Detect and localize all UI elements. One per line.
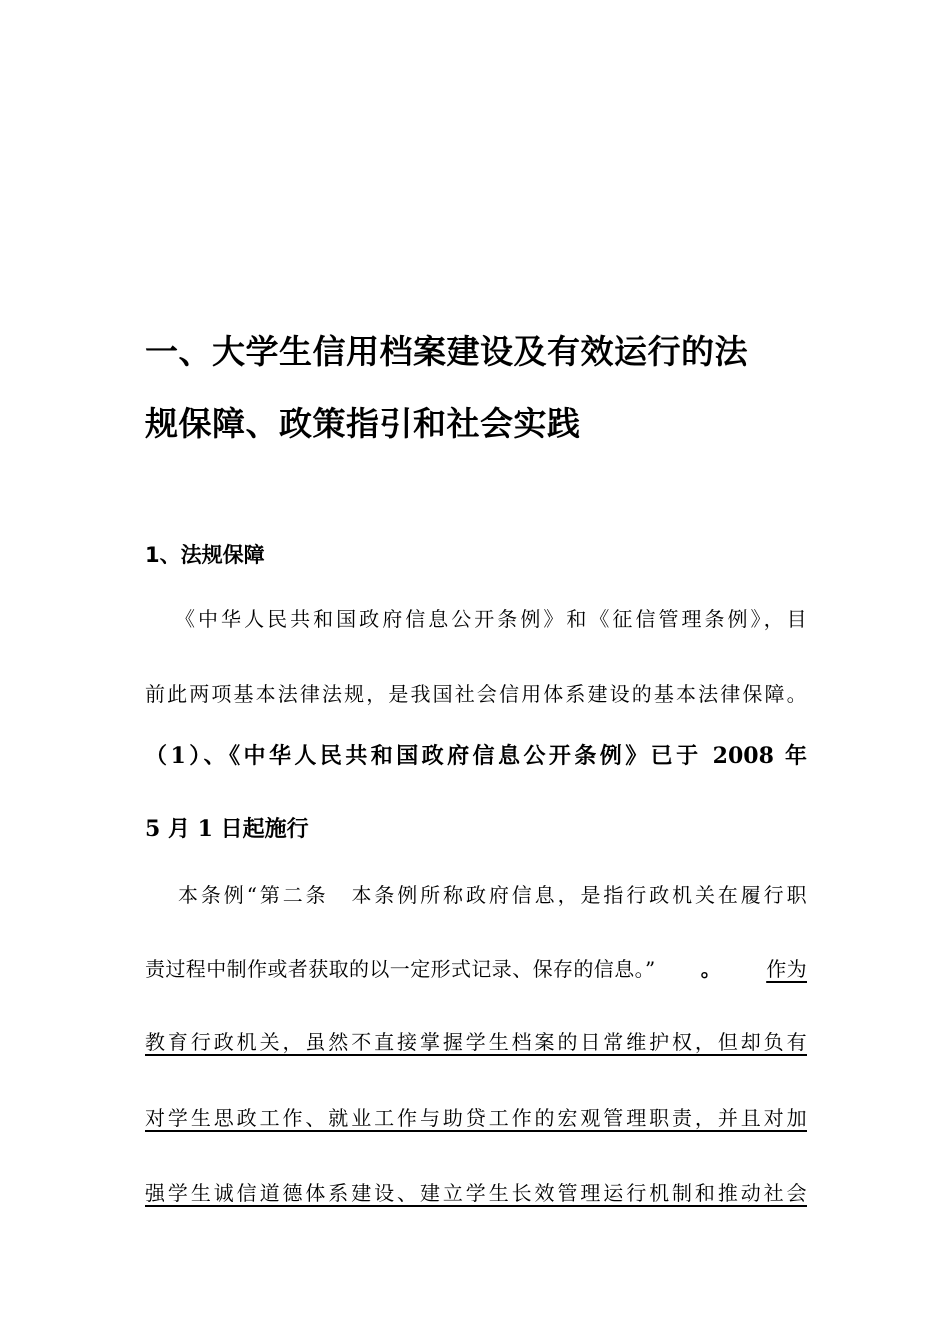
paragraph-2-line-3: 教育行政机关，虽然不直接掌握学生档案的日常维护权，但却负有 bbox=[145, 1030, 807, 1054]
main-heading-line-2: 规保障、政策指引和社会实践 bbox=[145, 404, 581, 443]
paragraph-2-line-4: 对学生思政工作、就业工作与助贷工作的宏观管理职责，并且对加 bbox=[145, 1106, 807, 1130]
paragraph-1-line-1: 《中华人民共和国政府信息公开条例》和《征信管理条例》，目 bbox=[175, 607, 807, 631]
subsection-title-line-2: 5 月 1 日起施行 bbox=[145, 816, 309, 842]
paragraph-1-line-2: 前此两项基本法律法规，是我国社会信用体系建设的基本法律保障。 bbox=[145, 682, 807, 706]
subsection-title-line-1: （1）、《中华人民共和国政府信息公开条例》已于 2008 年 bbox=[145, 743, 807, 769]
paragraph-2-line-5: 强学生诚信道德体系建设、建立学生长效管理运行机制和推动社会 bbox=[145, 1181, 807, 1205]
paragraph-2-line-2-bold-mark: 。 bbox=[700, 957, 722, 981]
paragraph-2-line-1: 本条例“第二条 本条例所称政府信息，是指行政机关在履行职 bbox=[178, 883, 807, 907]
section-title: 1、法规保障 bbox=[145, 543, 265, 567]
main-heading-line-1: 一、大学生信用档案建设及有效运行的法 bbox=[145, 332, 748, 371]
paragraph-2-line-2 bbox=[145, 955, 807, 983]
paragraph-2-line-2-underlined: 作为 bbox=[766, 957, 807, 981]
paragraph-2-line-2-plain: 责过程中制作或者获取的以一定形式记录、保存的信息。” bbox=[145, 957, 656, 981]
